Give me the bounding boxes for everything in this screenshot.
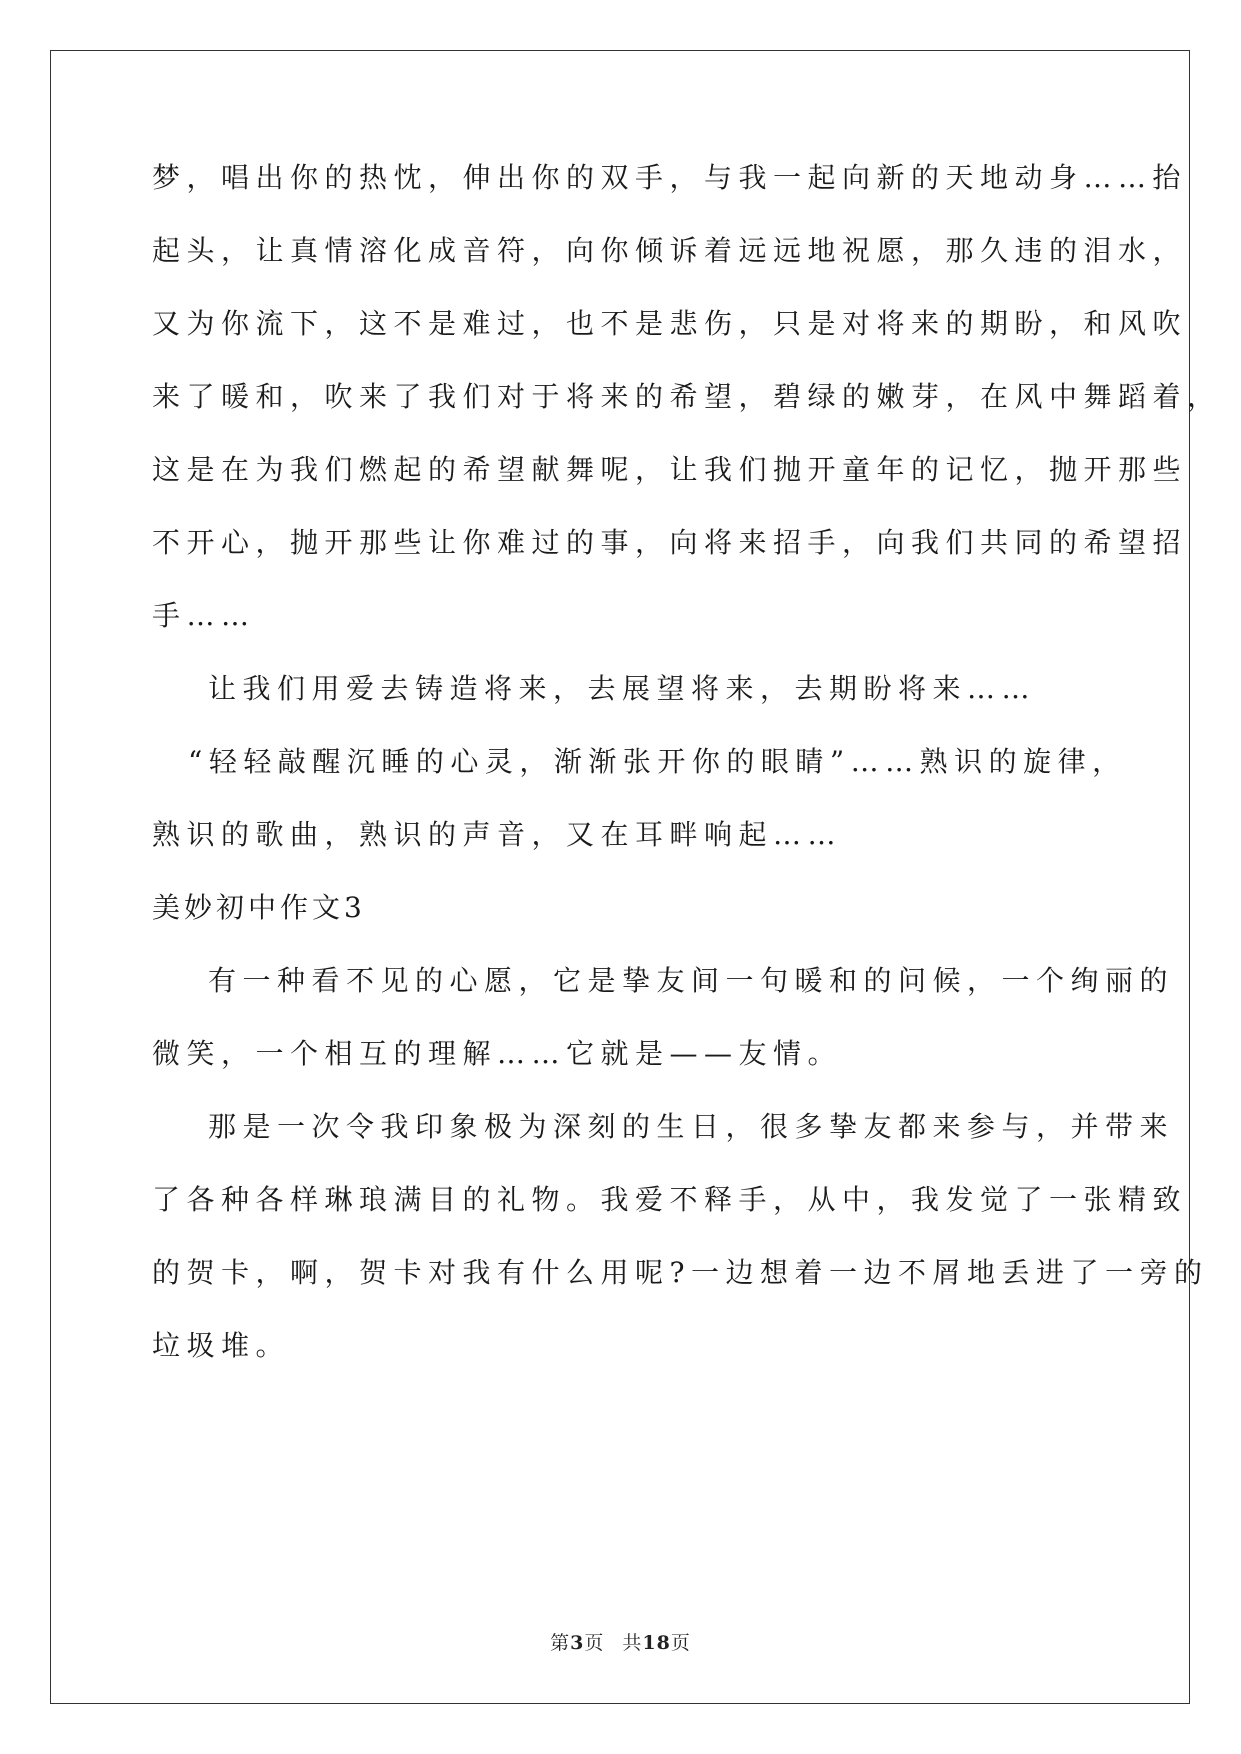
paragraph-first-line: 让我们用爱去铸造将来，去展望将来，去期盼将来…… bbox=[208, 672, 1037, 705]
page-footer bbox=[0, 1628, 1241, 1655]
page-suffix: 页 bbox=[584, 1632, 605, 1654]
paragraph-first-line: “轻轻敲醒沉睡的心灵，渐渐张开你的眼睛”……熟识的旋律， bbox=[188, 745, 1127, 778]
body-line: 垃圾堆。 bbox=[152, 1329, 291, 1362]
body-line: 了各种各样琳琅满目的礼物。我爱不释手，从中，我发觉了一张精致 bbox=[152, 1183, 1188, 1216]
page-border bbox=[50, 50, 1190, 1704]
body-line: 起头，让真情溶化成音符，向你倾诉着远远地祝愿，那久违的泪水， bbox=[152, 234, 1188, 267]
body-line: 手…… bbox=[152, 599, 256, 632]
body-line: 微笑，一个相互的理解……它就是——友情。 bbox=[152, 1037, 843, 1070]
body-line: 不开心，抛开那些让你难过的事，向将来招手，向我们共同的希望招 bbox=[152, 526, 1188, 559]
body-line: 这是在为我们燃起的希望献舞呢，让我们抛开童年的记忆，抛开那些 bbox=[152, 453, 1188, 486]
page-prefix: 第 bbox=[550, 1632, 571, 1654]
total-prefix: 共 bbox=[622, 1632, 643, 1654]
page-number: 3 bbox=[570, 1632, 585, 1654]
total-pages: 18 bbox=[642, 1632, 671, 1654]
paragraph-first-line: 那是一次令我印象极为深刻的生日，很多挚友都来参与，并带来 bbox=[208, 1110, 1175, 1143]
body-line: 又为你流下，这不是难过，也不是悲伤，只是对将来的期盼，和风吹 bbox=[152, 307, 1188, 340]
body-line: 梦，唱出你的热忱，伸出你的双手，与我一起向新的天地动身……抬 bbox=[152, 161, 1188, 194]
total-suffix: 页 bbox=[670, 1632, 691, 1654]
body-line: 来了暖和，吹来了我们对于将来的希望，碧绿的嫩芽，在风中舞蹈着， bbox=[152, 380, 1222, 413]
body-line: 的贺卡，啊，贺卡对我有什么用呢?一边想着一边不屑地丢进了一旁的 bbox=[152, 1256, 1209, 1289]
body-line: 熟识的歌曲，熟识的声音，又在耳畔响起…… bbox=[152, 818, 843, 851]
paragraph-first-line: 有一种看不见的心愿，它是挚友间一句暖和的问候，一个绚丽的 bbox=[208, 964, 1175, 997]
section-heading: 美妙初中作文3 bbox=[152, 891, 366, 924]
